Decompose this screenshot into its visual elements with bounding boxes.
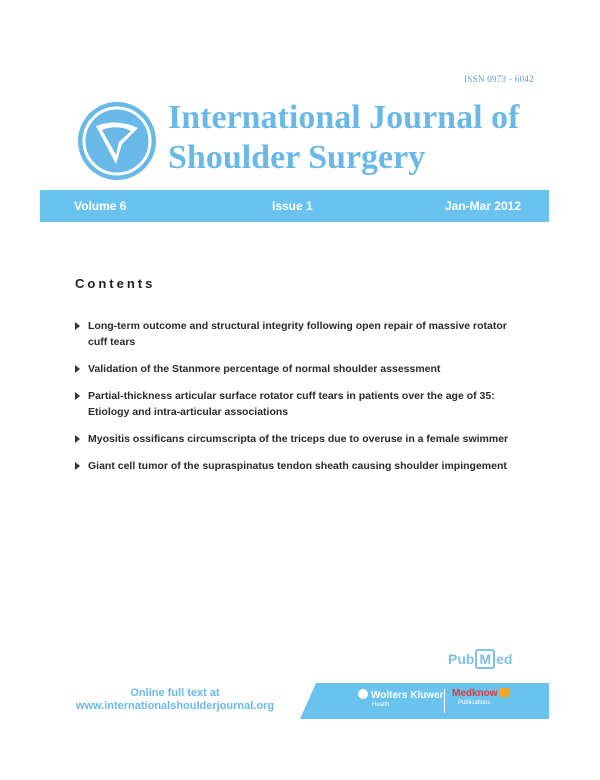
volume-label: Volume 6: [74, 199, 127, 213]
pubmed-logo: Pub M ed: [448, 651, 513, 667]
contents-item[interactable]: [75, 318, 525, 350]
journal-title: [168, 98, 519, 178]
medknow-icon: [500, 688, 509, 697]
journal-url-link[interactable]: www.internationalshoulderjournal.org: [75, 700, 275, 712]
contents-item[interactable]: [75, 458, 525, 474]
bullet-arrow-icon: [75, 322, 80, 330]
contents-item-text: Myositis ossificans circumscripta of the triceps due to overuse in a female swimmer: [88, 433, 509, 445]
journal-logo-icon: [76, 100, 158, 182]
issue-label: Issue 1: [272, 199, 313, 213]
journal-title-line2: Shoulder Surgery: [168, 139, 426, 176]
bullet-arrow-icon: [75, 365, 80, 373]
contents-list: [75, 318, 525, 485]
date-label: Jan-Mar 2012: [444, 199, 521, 213]
contents-item-text: Giant cell tumor of the supraspinatus tendon sheath causing shoulder impingement: [88, 460, 507, 472]
contents-item[interactable]: [75, 388, 525, 420]
journal-title-line1: International Journal of: [168, 99, 520, 136]
contents-heading: Contents: [75, 276, 156, 291]
contents-item-text: Partial-thickness articular surface rotator cuff tears in patients over the age of 35: Etiology and intra-articular associations: [88, 390, 495, 418]
bullet-arrow-icon: [75, 435, 80, 443]
contents-item[interactable]: [75, 361, 525, 377]
issn-number: ISSN 0973 - 6042: [463, 74, 534, 84]
bullet-arrow-icon: [75, 462, 80, 470]
contents-item[interactable]: [75, 431, 525, 447]
online-text: [70, 687, 280, 713]
wolters-kluwer-icon: [358, 689, 368, 699]
publisher-band: [316, 683, 549, 719]
online-label: Online full text at: [130, 687, 220, 699]
medknow-logo: Medknow Publications: [452, 688, 509, 706]
bullet-arrow-icon: [75, 392, 80, 400]
wolters-kluwer-logo: Wolters Kluwer Health: [358, 689, 444, 708]
contents-item-text: Validation of the Stanmore percentage of normal shoulder assessment: [88, 363, 441, 375]
issue-info-band: [40, 190, 549, 222]
contents-item-text: Long-term outcome and structural integrity following open repair of massive rotator cuff tears: [88, 320, 507, 348]
publisher-divider: [444, 689, 445, 713]
